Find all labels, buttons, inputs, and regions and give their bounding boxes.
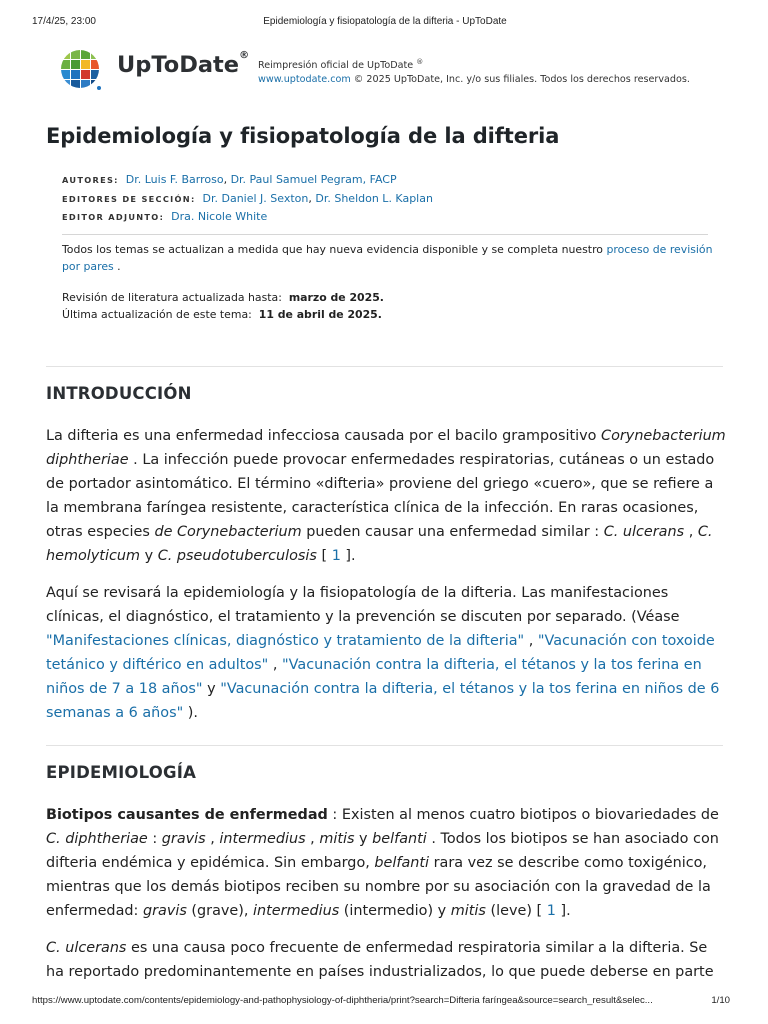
update-dates	[62, 290, 384, 323]
uptodate-site-link[interactable]: www.uptodate.com	[258, 74, 351, 86]
section-heading-introduction: INTRODUCCIÓN	[46, 384, 192, 403]
reprint-line: Reimpresión oficial de UpToDate	[258, 60, 414, 72]
author-link[interactable]: Dr. Paul Samuel Pegram, FACP	[230, 173, 397, 186]
last-updated-date: 11 de abril de 2025.	[258, 307, 382, 321]
last-updated-label: Última actualización de este tema:	[62, 307, 252, 321]
page-title: Epidemiología y fisiopatología de la difteria	[46, 124, 560, 148]
editor-link[interactable]: Dr. Daniel J. Sexton	[202, 191, 309, 205]
section-editors-row: EDITORES DE SECCIÓN: Dr. Daniel J. Sexton, Dr. Sheldon L. Kaplan	[62, 191, 433, 205]
subsection-title: Biotipos causantes de enfermedad	[46, 807, 328, 823]
intro-paragraph-1: La difteria es una enfermedad infecciosa causada por el bacilo grampositivo Corynebacterium diphtheriae . La infección puede provocar enfermedades respiratorias, cutáneas o un estado de portador asintomático. El término «difteria» proviene del griego «cuero», que se refiere a la membrana faríngea resistente, característica clínica de la infección. En raras ocasiones, otras especies de Corynebacterium pueden causar una enfermedad similar : C. ulcerans , C. hemolyticum y C. pseudotuberculosis [ 1 ].	[46, 428, 726, 564]
section-heading-epidemiology: EPIDEMIOLOGÍA	[46, 763, 197, 782]
related-topic-link[interactable]: "Manifestaciones clínicas, diagnóstico y tratamiento de la difteria"	[46, 633, 525, 649]
authors-label: AUTORES	[62, 175, 115, 185]
intro-paragraph-2: Aquí se revisará la epidemiología y la fisiopatología de la difteria. Las manifestaciones clínicas, el diagnóstico, el tratamiento y la prevención se discuten por separado. (Véase "Manifestaciones clínicas, diagnóstico y tratamiento de la difteria" , "Vacunación con toxoide tetánico y diftérico en adultos" , "Vacunación contra la difteria, el tétanos y la tos ferina en niños de 7 a 18 años" y "Vacunación contra la difteria, el tétanos y la tos ferina en niños de 6 semanas a 6 años" ).	[46, 585, 720, 721]
divider	[62, 234, 708, 235]
print-url: https://www.uptodate.com/contents/epidemiology-and-pathophysiology-of-diphtheria/print?search=Difteria faríngea&source=search_result&selec...	[32, 995, 653, 1006]
print-header	[32, 16, 738, 30]
related-topic-link[interactable]: "Vacunación contra la difteria, el tétanos y la tos ferina en niños de 7 a 18 años"	[46, 657, 702, 697]
deputy-editor-row: EDITOR ADJUNTO: Dra. Nicole White	[62, 210, 268, 223]
literature-review-date: marzo de 2025.	[288, 291, 384, 304]
print-page-title: Epidemiología y fisiopatología de la difteria - UpToDate	[263, 16, 507, 27]
print-datetime: 17/4/25, 23:00	[32, 16, 96, 27]
section-editors-label: EDITORES DE SECCIÓN	[62, 193, 191, 204]
epidemiology-paragraph-2: C. ulcerans es una causa poco frecuente de enfermedad respiratoria similar a la difteria. Se ha reportado predominantemente en países industrializados, lo que puede deberse en parte	[46, 940, 714, 980]
contributors	[62, 171, 433, 227]
uptodate-logo-icon	[60, 49, 102, 91]
divider	[46, 366, 723, 367]
authors-row: AUTORES: Dr. Luis F. Barroso, Dr. Paul Samuel Pegram, FACP	[62, 173, 397, 186]
brand-name: UpToDate®	[117, 50, 250, 78]
review-notice: Todos los temas se actualizan a medida que hay nueva evidencia disponible y se completa nuestro proceso de revisión por pares .	[62, 243, 713, 273]
related-topic-link[interactable]: "Vacunación con toxoide tetánico y diftérico en adultos"	[46, 633, 715, 673]
editor-link[interactable]: Dr. Sheldon L. Kaplan	[315, 191, 433, 205]
literature-review-label: Revisión de literatura actualizada hasta:	[62, 291, 282, 304]
reprint-notice: Reimpresión oficial de UpToDate ® www.uptodate.com © 2025 UpToDate, Inc. y/o sus filiales. Todos los derechos reservados.	[258, 58, 690, 86]
reference-link[interactable]: 1	[546, 903, 556, 919]
copyright-text: © 2025 UpToDate, Inc. y/o sus filiales. Todos los derechos reservados.	[350, 74, 690, 86]
reference-link[interactable]: 1	[331, 548, 341, 564]
peer-review-link[interactable]: proceso de revisión por pares	[62, 243, 713, 273]
deputy-editor-label: EDITOR ADJUNTO	[62, 212, 160, 222]
epidemiology-paragraph-1: Biotipos causantes de enfermedad : Existen al menos cuatro biotipos o biovariedades de C. diphtheriae : gravis , intermedius , mitis y belfanti . Todos los biotipos se han asociado con difteria endémica y epidémica. Sin embargo, belfanti rara vez se describe como toxigénico, mientras que los demás biotipos reciben su nombre por su asociación con la gravedad de la enfermedad: gravis (grave), intermedius (intermedio) y mitis (leve) [ 1 ].	[46, 807, 719, 919]
divider	[46, 745, 723, 746]
deputy-editor-link[interactable]: Dra. Nicole White	[171, 210, 268, 223]
print-footer	[32, 995, 730, 1009]
page-number: 1/10	[711, 995, 730, 1006]
related-topic-link[interactable]: "Vacunación contra la difteria, el tétanos y la tos ferina en niños de 6 semanas a 6 años"	[46, 681, 720, 721]
author-link[interactable]: Dr. Luis F. Barroso	[125, 173, 224, 186]
